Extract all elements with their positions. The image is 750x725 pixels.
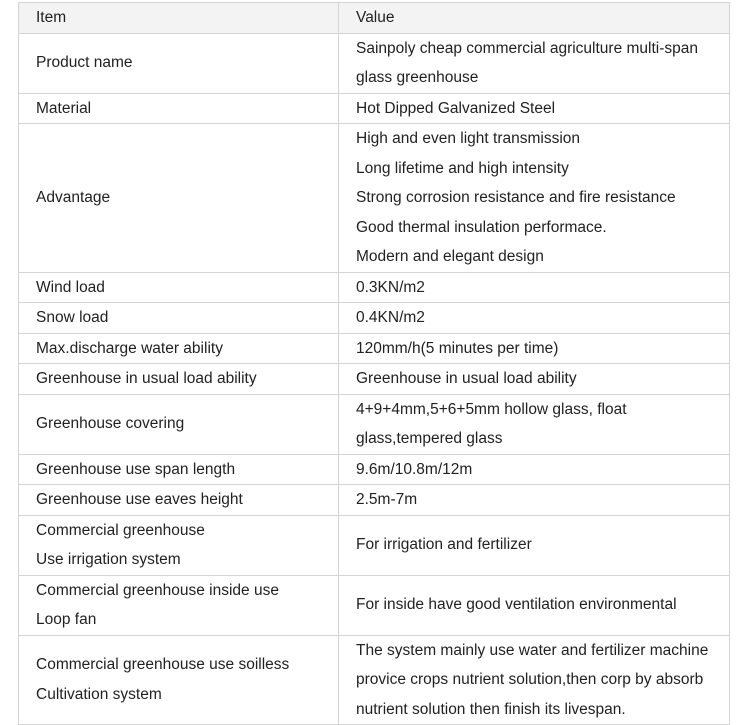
item-text: Cultivation system <box>36 685 162 703</box>
item-cell <box>19 575 339 635</box>
item-text: Snow load <box>36 309 109 326</box>
item-cell <box>19 364 339 395</box>
item-cell <box>19 124 339 273</box>
value-cell <box>339 394 730 454</box>
value-text: Strong corrosion resistance and fire resistance <box>356 189 676 206</box>
value-cell <box>339 333 730 364</box>
table-row <box>19 303 730 334</box>
item-text: Greenhouse use eaves height <box>36 491 243 508</box>
table-row <box>19 394 730 454</box>
value-text: Good thermal insulation performace. <box>356 218 607 236</box>
value-cell <box>339 485 730 516</box>
value-cell <box>339 575 730 635</box>
item-text: Advantage <box>36 189 111 206</box>
table-row <box>19 515 730 575</box>
header-row <box>19 3 730 34</box>
item-text: Use irrigation system <box>36 551 181 568</box>
item-cell <box>19 93 339 124</box>
value-cell <box>339 93 730 124</box>
value-text: 4+9+4mm,5+6+5mm hollow glass, float <box>356 400 627 418</box>
value-cell <box>339 33 730 93</box>
item-cell <box>19 272 339 303</box>
value-text: 0.3KN/m2 <box>356 278 425 296</box>
item-cell <box>19 515 339 575</box>
item-cell <box>19 394 339 454</box>
value-text: 2.5m-7m <box>356 491 418 508</box>
table-row <box>19 333 730 364</box>
table-row <box>19 635 730 725</box>
value-cell <box>339 364 730 395</box>
item-text: Loop fan <box>36 611 97 628</box>
spec-table-body <box>19 3 730 725</box>
value-text: 120mm/h(5 minutes per time) <box>356 339 559 357</box>
value-text: glass,tempered glass <box>356 430 503 447</box>
spec-table <box>18 2 730 725</box>
item-cell <box>19 454 339 485</box>
item-text: Greenhouse covering <box>36 415 185 433</box>
value-cell <box>339 303 730 334</box>
value-text: Modern and elegant design <box>356 248 544 265</box>
item-cell <box>19 303 339 334</box>
item-text: Commercial greenhouse <box>36 521 205 539</box>
item-text: Product name <box>36 54 133 72</box>
value-cell <box>339 635 730 725</box>
item-text: Commercial greenhouse inside use <box>36 581 279 599</box>
value-cell <box>339 124 730 273</box>
table-row <box>19 454 730 485</box>
header-item: Item <box>19 3 339 34</box>
item-text: Max.discharge water ability <box>36 339 223 357</box>
value-cell <box>339 454 730 485</box>
item-text: Greenhouse in usual load ability <box>36 370 257 387</box>
value-text: Sainpoly cheap commercial agriculture multi-span <box>356 39 699 57</box>
value-text: The system mainly use water and fertilizer machine <box>356 641 709 659</box>
value-text: High and even light transmission <box>356 130 581 147</box>
table-row <box>19 93 730 124</box>
value-text: For irrigation and fertilizer <box>356 536 532 554</box>
item-cell <box>19 33 339 93</box>
value-text: glass greenhouse <box>356 69 479 86</box>
item-text: Wind load <box>36 278 105 296</box>
table-row <box>19 124 730 273</box>
value-text: For inside have good ventilation environmental <box>356 596 677 614</box>
table-row <box>19 485 730 516</box>
value-text: nutrient solution then finish its livespan. <box>356 700 626 718</box>
item-cell <box>19 485 339 516</box>
item-cell <box>19 635 339 725</box>
header-value: Value <box>339 3 730 34</box>
value-text: provice crops nutrient solution,then corp by absorb <box>356 671 704 688</box>
value-text: Greenhouse in usual load ability <box>356 370 577 387</box>
table-row <box>19 364 730 395</box>
item-text: Material <box>36 99 92 117</box>
value-cell <box>339 272 730 303</box>
value-text: 0.4KN/m2 <box>356 309 425 326</box>
value-text: Hot Dipped Galvanized Steel <box>356 99 556 117</box>
table-row <box>19 272 730 303</box>
value-cell <box>339 515 730 575</box>
value-text: 9.6m/10.8m/12m <box>356 460 473 478</box>
item-text: Greenhouse use span length <box>36 460 236 478</box>
value-text: Long lifetime and high intensity <box>356 159 569 177</box>
table-row <box>19 33 730 93</box>
item-cell <box>19 333 339 364</box>
table-row <box>19 575 730 635</box>
item-text: Commercial greenhouse use soilless <box>36 656 290 674</box>
